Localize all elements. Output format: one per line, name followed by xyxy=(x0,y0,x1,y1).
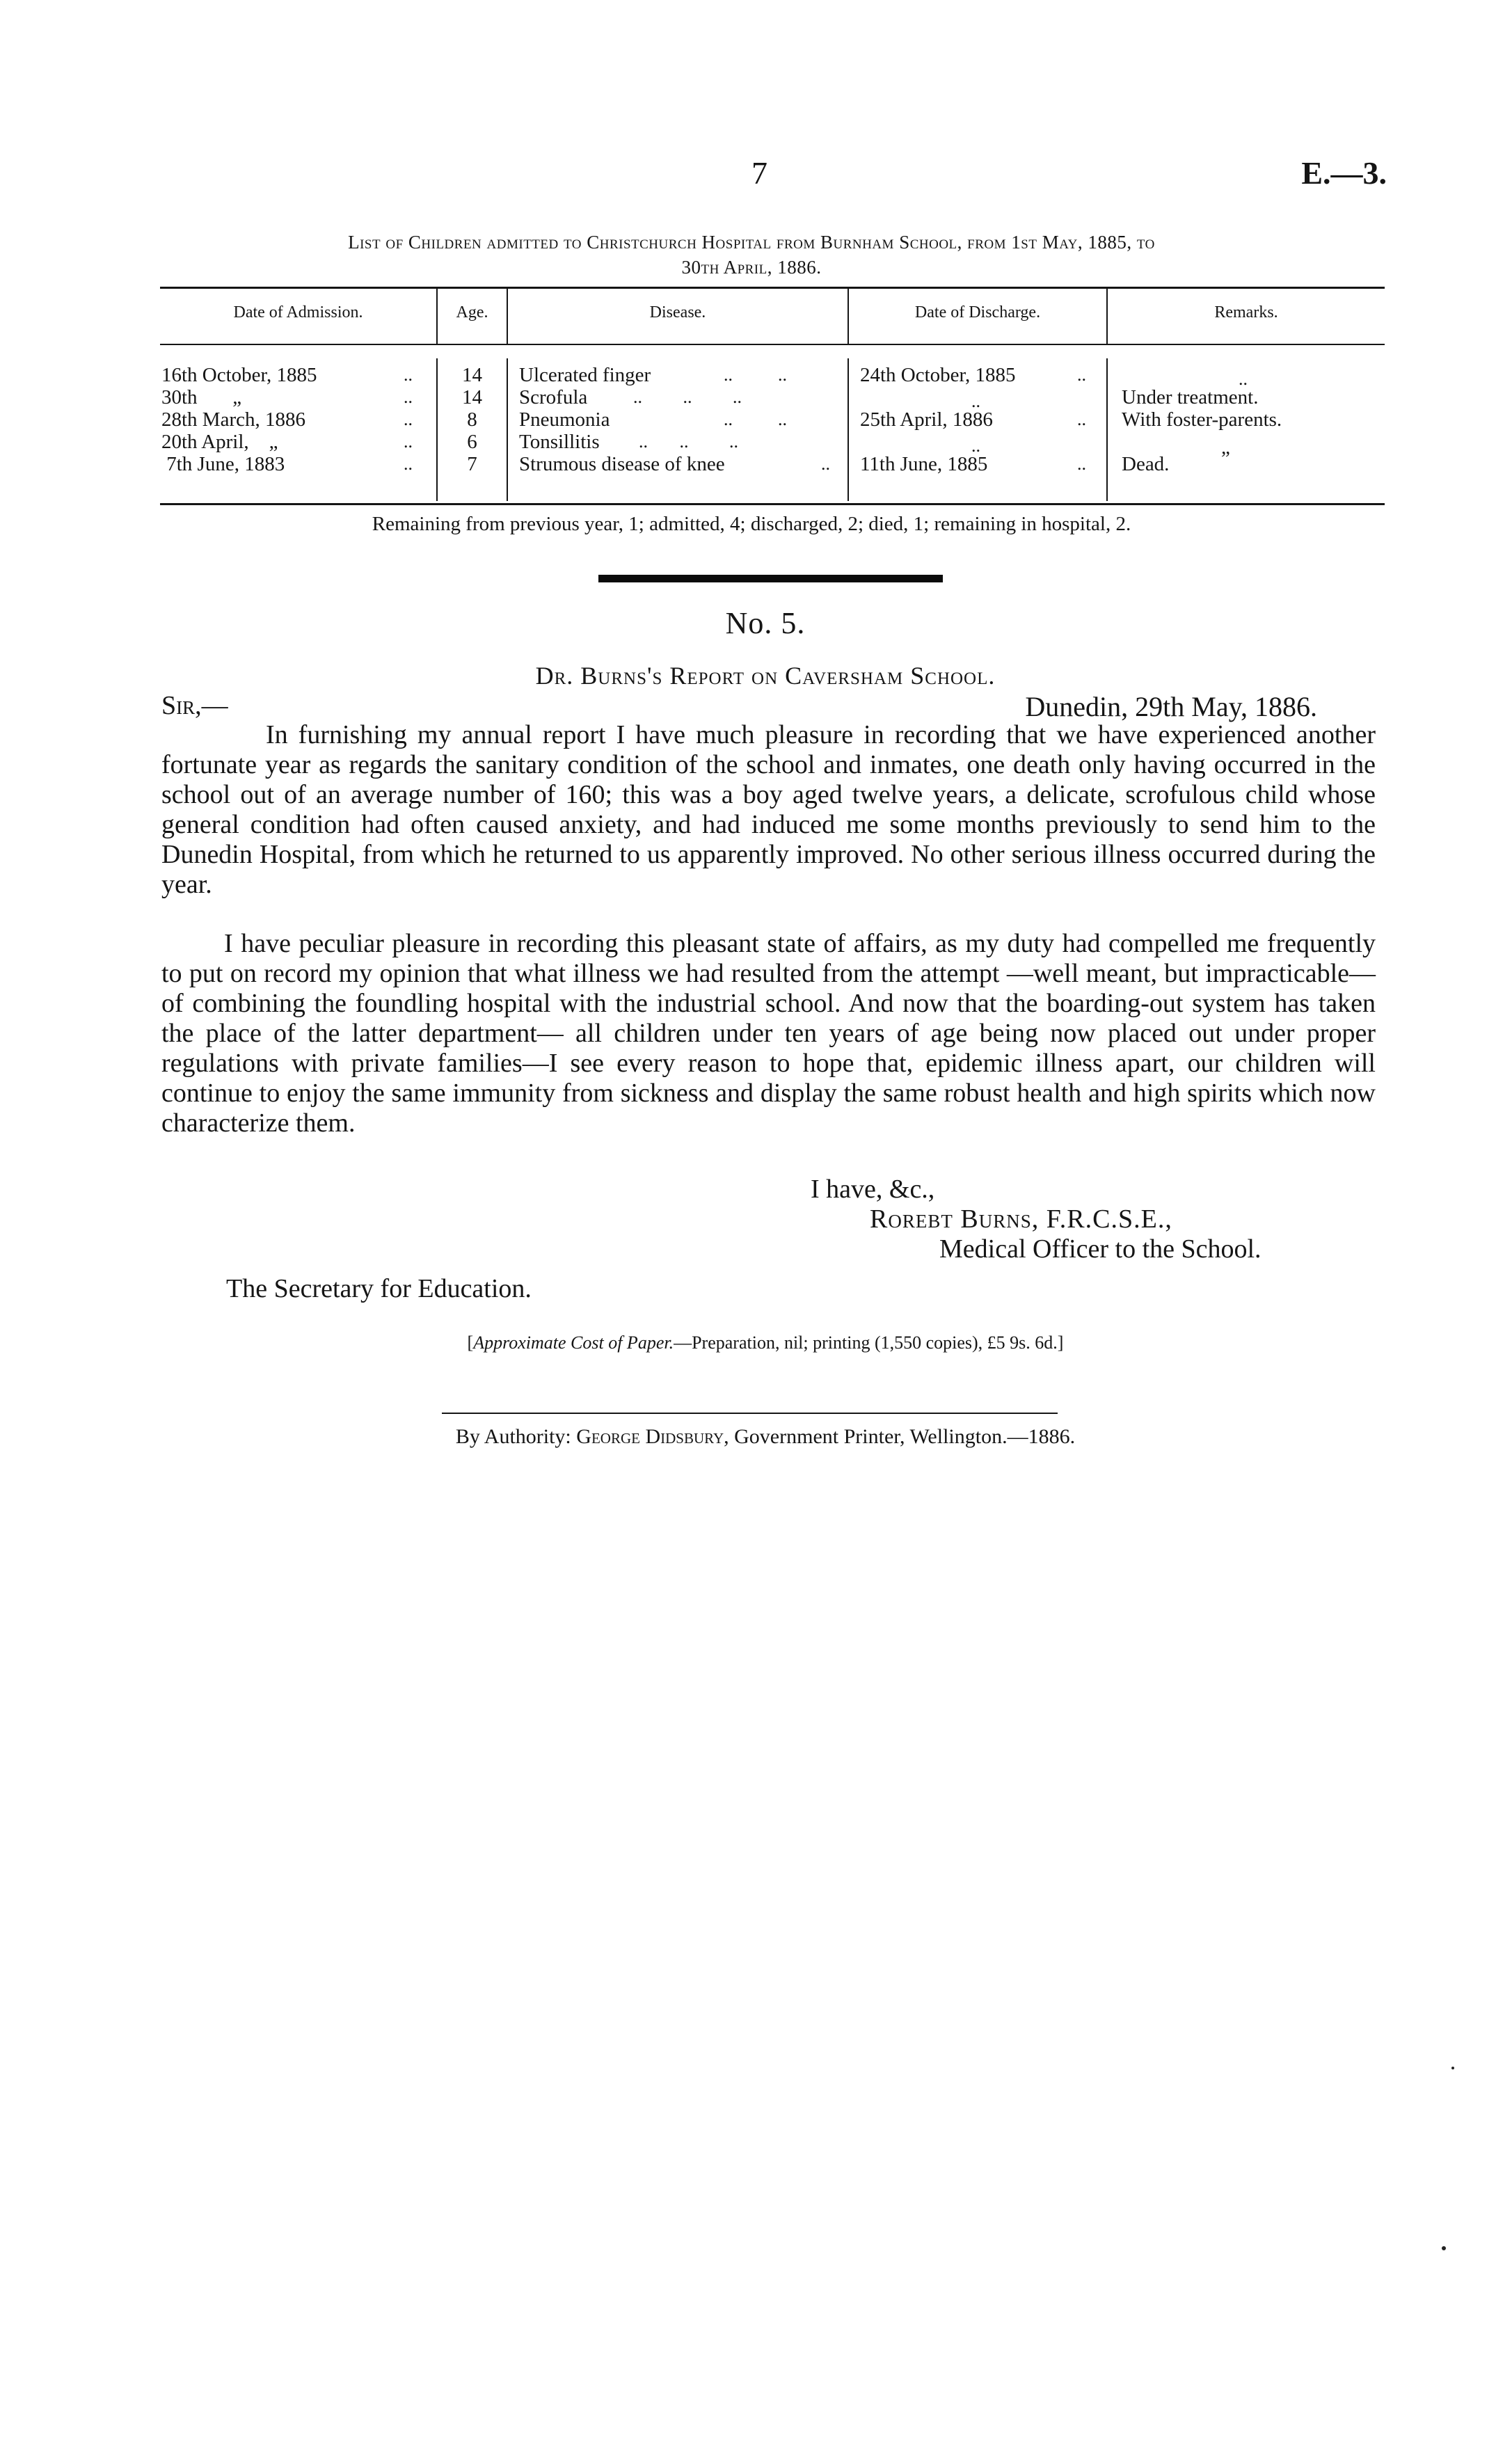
section-code: E.—3. xyxy=(1301,155,1387,191)
leader-dots: .. .. .. xyxy=(639,431,738,452)
cost-details: —Preparation, nil; printing (1,550 copies), £5 9s. 6d. xyxy=(674,1333,1058,1353)
admission-date: 30th „ xyxy=(161,386,242,408)
leader-dots: .. .. xyxy=(724,409,787,429)
discharge-date: 11th June, 1885 xyxy=(860,453,988,475)
dateline: Dunedin, 29th May, 1886. xyxy=(1025,691,1317,722)
table-caption-line-2: 30th April, 1886. xyxy=(681,257,822,278)
salutation: Sir,— xyxy=(161,691,228,720)
report-title: Dr. Burns's Report on Caversham School. xyxy=(535,662,996,690)
table-caption-line-1: List of Children admitted to Christchurch Hospital from Burnham School, from 1st May, 1885, to xyxy=(348,232,1155,253)
table-header-rule xyxy=(160,344,1385,345)
scan-speck xyxy=(1442,2246,1446,2250)
remarks: With foster-parents. xyxy=(1122,408,1282,431)
leader-dots: .. xyxy=(821,454,830,474)
table-top-rule xyxy=(160,287,1385,289)
admission-date: 28th March, 1886 xyxy=(161,408,305,431)
column-header-discharge: Date of Discharge. xyxy=(914,303,1041,321)
report-paragraph-2 xyxy=(161,929,1376,1138)
signature-name: Rorebt Burns, F.R.C.S.E., xyxy=(870,1204,1172,1234)
remarks: „ xyxy=(1221,436,1230,459)
imprint-printer: George Didsbury, xyxy=(576,1425,729,1448)
leader-dots: .. .. xyxy=(724,365,787,385)
age-value: 14 xyxy=(462,364,482,386)
admission-date: 16th October, 1885 xyxy=(161,364,317,386)
imprint-prefix: By Authority: xyxy=(455,1425,571,1448)
report-paragraph-1 xyxy=(161,720,1376,900)
leader-dots: .. xyxy=(1077,454,1086,474)
cost-label: Approximate Cost of Paper. xyxy=(473,1333,674,1353)
leader-dots: .. xyxy=(1239,369,1248,389)
disease-name: Pneumonia xyxy=(519,408,610,431)
printer-imprint xyxy=(139,1425,1392,1449)
leader-dots: .. xyxy=(404,365,413,385)
page-number: 7 xyxy=(751,155,767,191)
cost-of-paper: [Approximate Cost of Paper.—Preparation, nil; printing (1,550 copies), £5 9s. 6d.] xyxy=(467,1333,1064,1353)
section-divider-bar xyxy=(598,575,943,582)
table-summary: Remaining from previous year, 1; admitted, 4; discharged, 2; died, 1; remaining in hospital, 2. xyxy=(372,513,1131,535)
addressee: The Secretary for Education. xyxy=(226,1274,532,1303)
leader-dots: .. xyxy=(404,409,413,429)
disease-name: Strumous disease of knee xyxy=(519,453,725,475)
leader-dots: .. xyxy=(404,431,413,452)
admission-date: 7th June, 1883 xyxy=(161,453,285,475)
disease-name: Ulcerated finger xyxy=(519,364,651,386)
remarks: Dead. xyxy=(1122,453,1170,475)
column-header-disease: Disease. xyxy=(649,303,706,321)
paragraph-text: I have peculiar pleasure in recording this pleasant state of affairs, as my duty had compelled me frequently to put on record my opinion that what illness we had resulted from the attempt —well meant, but impracticable—of combining the foundling hospital with the industrial school. And now that the boarding-out system has taken the place of the latter department— all children under ten years of age being now placed out under proper regulations with private families—I see every reason to hope that, epidemic illness apart, our children will continue to enjoy the same immunity from sickness and display the same robust health and high spirits which now characterize them. xyxy=(161,929,1376,1138)
column-divider xyxy=(847,358,849,501)
discharge-date: 25th April, 1886 xyxy=(860,408,993,431)
imprint-suffix: Government Printer, Wellington.—1886. xyxy=(734,1425,1076,1448)
column-divider xyxy=(507,358,508,501)
report-number: No. 5. xyxy=(725,606,806,640)
admission-date: 20th April, „ xyxy=(161,431,278,453)
leader-dots: .. xyxy=(1077,365,1086,385)
leader-dots: .. xyxy=(971,391,980,411)
paragraph-text: In furnishing my annual report I have much pleasure in recording that we have experienced another fortunate year as regards the sanitary condition of the school and inmates, one death only having occurred in the school out of an average number of 160; this was a boy aged twelve years, a delicate, scrofulous child whose general condition had often caused anxiety, and had induced me some months previously to send him to the Dunedin Hospital, from which he returned to us apparently improved. No other serious illness occurred during the year. xyxy=(161,720,1376,899)
disease-name: Scrofula xyxy=(519,386,588,408)
column-header-age: Age. xyxy=(456,303,488,321)
footer-rule xyxy=(442,1413,1058,1414)
signature-title: Medical Officer to the School. xyxy=(939,1234,1262,1264)
scan-speck xyxy=(1451,2067,1454,2069)
discharge-date: 24th October, 1885 xyxy=(860,364,1016,386)
age-value: 8 xyxy=(467,408,477,431)
remarks: Under treatment. xyxy=(1122,386,1259,408)
age-value: 14 xyxy=(462,386,482,408)
column-divider xyxy=(1106,358,1108,501)
leader-dots: .. xyxy=(971,436,980,456)
leader-dots: .. .. .. xyxy=(633,387,742,407)
leader-dots: .. xyxy=(404,454,413,474)
table-bottom-rule xyxy=(160,503,1385,505)
age-value: 6 xyxy=(467,431,477,453)
closing: I have, &c., xyxy=(811,1175,935,1204)
age-value: 7 xyxy=(467,453,477,475)
disease-name: Tonsillitis xyxy=(519,431,600,453)
leader-dots: .. xyxy=(404,387,413,407)
column-header-admission: Date of Admission. xyxy=(233,303,363,321)
leader-dots: .. xyxy=(1077,409,1086,429)
column-header-remarks: Remarks. xyxy=(1214,303,1278,321)
table-caption xyxy=(111,230,1392,280)
